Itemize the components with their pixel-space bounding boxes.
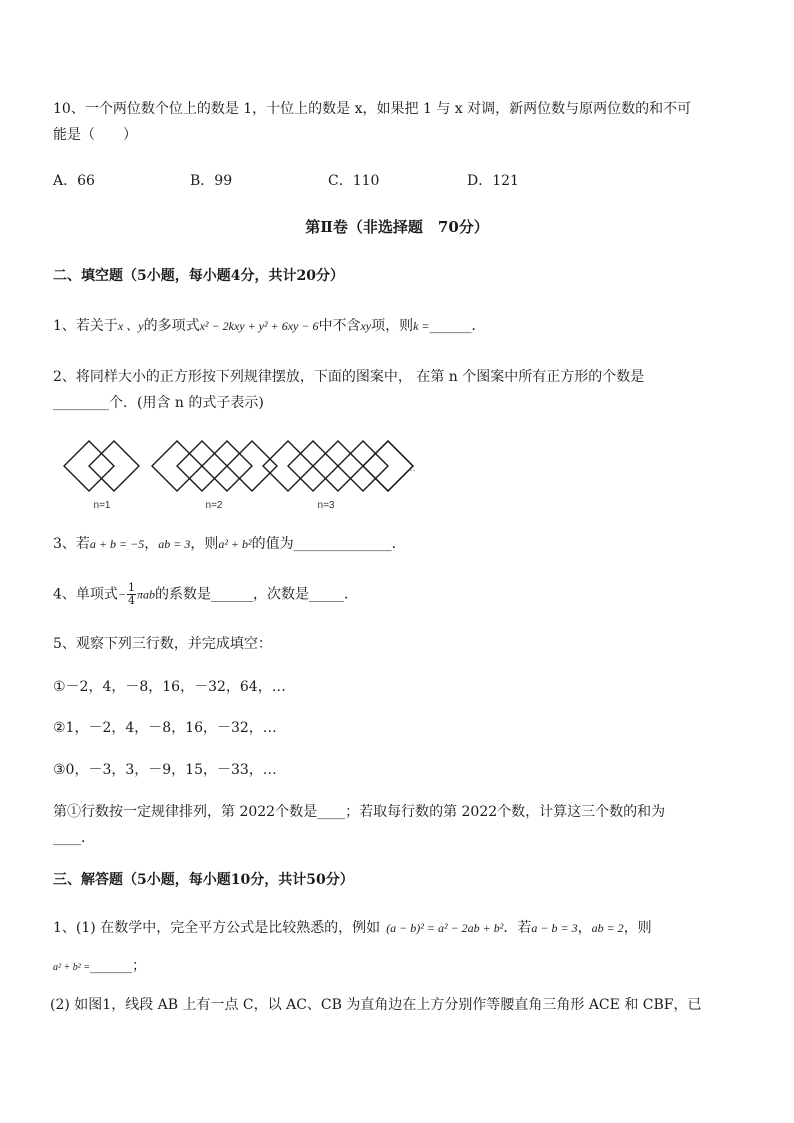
q10-option-a: A．66 [53,173,95,189]
q5-line2: ____． [53,830,95,846]
part2-q2-line2: ________个．(用含 n 的式子表示) [53,395,264,411]
part2-heading: 二、填空题（5小题，每小题4分，共计20分） [53,268,344,284]
q3-prefix: 3、若 [53,536,90,552]
part3-heading: 三、解答题（5小题，每小题10分，共计50分） [53,872,354,888]
p3q1-sep: ， [577,920,592,936]
q3-tail: 的值为______________． [251,536,406,552]
q1-mid: 的多项式 [143,318,200,334]
q10-option-d: D．121 [467,173,519,189]
q4-tail: 的系数是______，次数是_____． [155,586,359,603]
part2-q4 [53,582,358,607]
q5-row-3: ③0，－3，3，－9，15，－33，… [53,762,277,778]
part2-q2-line1: 2、将同样大小的正方形按下列规律摆放，下面的图案中， 在第 n 个图案中所有正方形的个数是 [53,369,645,385]
q4-numerator: 1 [128,581,136,594]
label-n3: n=3 [317,500,335,511]
q1-tail: 项，则 [371,318,414,334]
q10-line2: 能是（ ） [53,127,137,143]
q10-line1: 10、一个两位数个位上的数是 1，十位上的数是 x，如果把 1 与 x 对调，新两位数与原两位数的和不可 [53,101,692,117]
q4-denominator: 4 [128,594,136,607]
q1-expr: x² − 2kxy + y² + 6xy − 6 [199,319,319,333]
q10-option-b: B．99 [190,173,233,189]
part2-q1 [53,316,486,336]
q1-after: 中不含 [318,318,361,334]
squares-pattern-figure [58,435,438,515]
part3-q1-part2: (2) 如图1，线段 AB 上有一点 C，以 AC、CB 为直角边在上方分别作等腰直角三角形 ACE 和 CBF，已 [50,997,702,1013]
p3q1-expr1: a − b = 3 [531,921,578,935]
p3q1-mid: ．若 [503,920,532,936]
q4-fraction [127,582,136,607]
part3-q1-line2 [53,956,146,978]
part2-q5-intro: 5、观察下列三行数，并完成填空： [53,636,272,652]
q3-expr1: a + b = −5 [89,537,145,551]
q3-mid: ，则 [190,536,219,552]
q1-term: xy [360,319,372,333]
label-n2: n=2 [205,500,223,511]
q1-blank: ______． [429,318,486,334]
p3q1-tail: ，则 [623,920,652,936]
p3q1-expr2: ab = 2 [591,921,624,935]
p3q1-formula: (a − b)² = a² − 2ab + b² [386,921,504,935]
q5-row-1: ①－2，4，－8，16，－32，64，… [53,679,286,695]
q4-prefix: 4、单项式 [53,586,118,603]
q1-prefix: 1、若关于 [53,318,118,334]
q1-ask: k = [413,319,430,333]
q3-expr2: ab = 3 [158,537,191,551]
p3q1-prefix: 1、(1) 在数学中，完全平方公式是比较熟悉的，例如 [53,920,381,936]
q10-option-c: C．110 [328,173,380,189]
p3q1-line2-expr: a² + b² = [53,962,90,973]
section2-title: 第Ⅱ卷（非选择题 70分） [305,218,489,236]
q1-vars: x 、y [117,319,144,333]
figure-ellipsis: … [406,463,416,474]
label-n1: n=1 [93,500,111,511]
q5-line1: 第①行数按一定规律排列，第 2022个数是____；若取每行数的第 2022个数，计算这三个数的和为 [53,804,666,820]
part2-q3 [53,534,406,554]
q5-row-2: ②1，－2，4，－8，16，－32，… [53,720,277,736]
q3-sep: ， [144,536,159,552]
q3-expr3: a² + b² [218,537,252,551]
q4-sign: − [117,587,127,602]
q4-expr: πab [137,587,156,602]
part3-q1-line1 [53,918,652,938]
p3q1-line2-blank: ______； [90,958,146,974]
